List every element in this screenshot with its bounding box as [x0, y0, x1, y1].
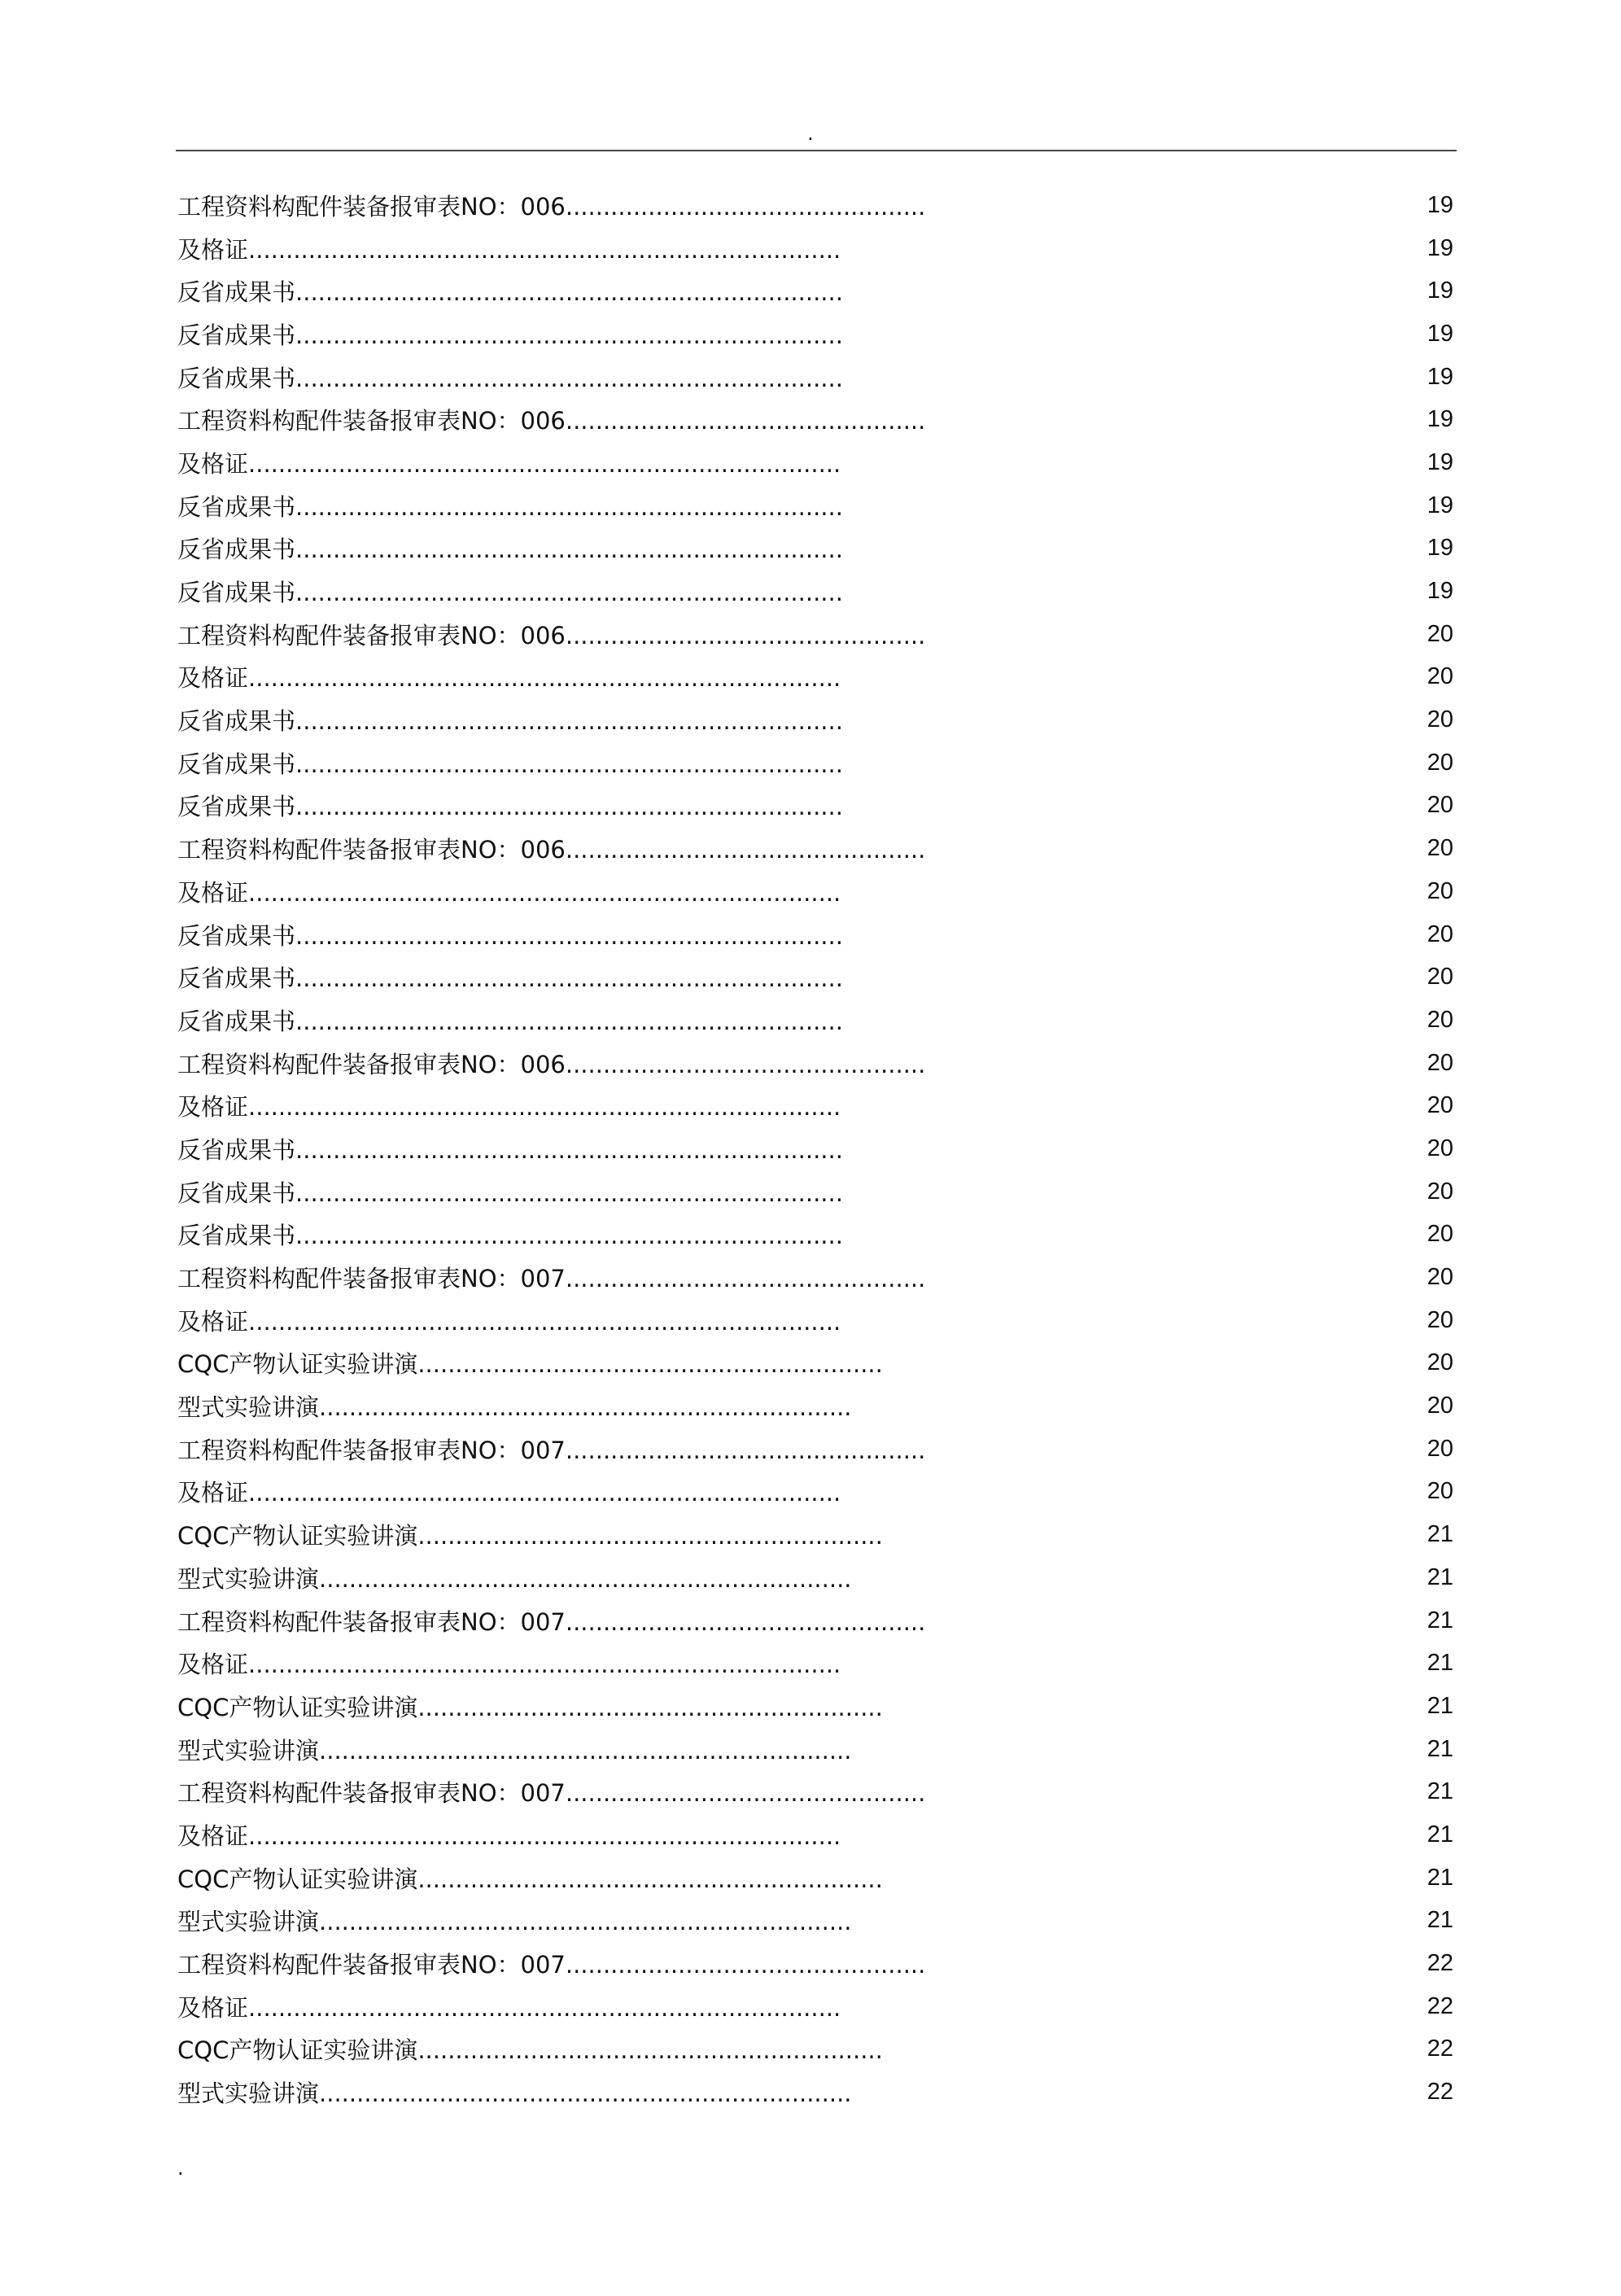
toc-entry[interactable]: [177, 269, 1457, 313]
toc-entry[interactable]: [177, 999, 1457, 1042]
toc-dot-leader: ................................................: [565, 1436, 926, 1464]
toc-entry-title: 反省成果书: [177, 536, 296, 564]
toc-dot-leader: ...............................................................................: [248, 664, 841, 693]
toc-page-number: 20: [1427, 1135, 1453, 1161]
toc-entry-label: [177, 703, 843, 737]
toc-entry[interactable]: [177, 913, 1457, 956]
toc-entry-label: [177, 1818, 841, 1852]
toc-dot-leader: ................................................: [565, 1779, 926, 1808]
toc-page-number: 22: [1427, 2079, 1453, 2106]
toc-entry-title: 反省成果书: [177, 278, 296, 307]
toc-entry-label: [177, 1218, 843, 1251]
toc-page-number: 19: [1427, 191, 1453, 218]
toc-dot-leader: ...............................................................................: [248, 449, 841, 478]
toc-entry-title: 型式实验讲演: [177, 1393, 320, 1422]
toc-page-number: 20: [1427, 921, 1453, 947]
toc-entry-label: [177, 446, 841, 479]
toc-entry[interactable]: [177, 956, 1457, 999]
toc-entry-label: [177, 1346, 883, 1380]
toc-page-number: 19: [1427, 492, 1453, 518]
toc-entry[interactable]: [177, 1728, 1457, 1771]
toc-entry-label: [177, 1733, 852, 1766]
toc-entry[interactable]: [177, 2028, 1457, 2071]
toc-entry[interactable]: [177, 1856, 1457, 1900]
toc-entry-title: 及格证: [177, 664, 249, 693]
toc-dot-leader: .........................................................................: [295, 1007, 843, 1035]
toc-dot-leader: .........................................................................: [295, 964, 843, 993]
toc-page-number: 20: [1427, 877, 1453, 904]
toc-entry-title: 及格证: [177, 1093, 249, 1122]
toc-dot-leader: ................................................: [565, 1607, 926, 1636]
toc-entry-title: CQC产物认证实验讲演: [177, 1350, 418, 1379]
toc-entry-title: 反省成果书: [177, 321, 296, 349]
toc-dot-leader: .........................................................................: [295, 278, 843, 307]
toc-entry-title: 工程资料构配件装备报审表NO：007: [177, 1607, 566, 1636]
toc-dot-leader: .......................................................................: [319, 1908, 852, 1936]
toc-entry-label: [177, 918, 843, 951]
toc-dot-leader: ...............................................................................: [248, 1821, 841, 1850]
toc-dot-leader: ................................................: [565, 192, 926, 221]
toc-entry[interactable]: [177, 1256, 1457, 1299]
toc-entry-title: 及格证: [177, 1307, 249, 1336]
toc-entry-title: 反省成果书: [177, 707, 296, 736]
toc-entry[interactable]: [177, 1170, 1457, 1214]
toc-page-number: 20: [1427, 749, 1453, 776]
toc-dot-leader: ................................................: [565, 836, 926, 864]
toc-page-number: 20: [1427, 706, 1453, 733]
toc-entry-label: [177, 1389, 852, 1423]
toc-entry[interactable]: [177, 441, 1457, 484]
toc-entry-label: [177, 1089, 841, 1122]
toc-page-number: 21: [1427, 1521, 1453, 1548]
toc-dot-leader: ................................................: [565, 621, 926, 649]
toc-entry-title: 工程资料构配件装备报审表NO：007: [177, 1779, 566, 1808]
toc-entry-title: 工程资料构配件装备报审表NO：007: [177, 1265, 566, 1293]
toc-entry-title: 工程资料构配件装备报审表NO：007: [177, 1951, 566, 1979]
toc-page-number: 19: [1427, 406, 1453, 433]
toc-entry-label: [177, 1690, 883, 1723]
toc-page-number: 21: [1427, 1692, 1453, 1719]
toc-page-number: 19: [1427, 535, 1453, 562]
toc-dot-leader: .........................................................................: [295, 1179, 843, 1207]
toc-page-number: 20: [1427, 792, 1453, 819]
toc-page-number: 21: [1427, 1563, 1453, 1590]
toc-dot-leader: .......................................................................: [319, 1564, 852, 1593]
toc-entry[interactable]: [177, 1685, 1457, 1728]
toc-entry[interactable]: [177, 1384, 1457, 1428]
toc-entry[interactable]: [177, 613, 1457, 656]
toc-page-number: 22: [1427, 1950, 1453, 1977]
toc-entry[interactable]: [177, 870, 1457, 913]
toc-page-number: 20: [1427, 1178, 1453, 1205]
toc-entry-label: [177, 274, 843, 308]
toc-entry[interactable]: [177, 1084, 1457, 1127]
toc-entry-label: [177, 960, 843, 994]
toc-entry-title: 反省成果书: [177, 793, 296, 821]
toc-page-number: 21: [1427, 1864, 1453, 1891]
toc-page-number: 20: [1427, 1264, 1453, 1291]
toc-entry-title: 工程资料构配件装备报审表NO：006: [177, 1050, 566, 1078]
toc-entry-label: [177, 317, 843, 351]
toc-entry-title: 反省成果书: [177, 1179, 296, 1207]
toc-page-number: 20: [1427, 1393, 1453, 1419]
toc-entry-label: [177, 1647, 841, 1680]
toc-page-number: 20: [1427, 663, 1453, 690]
toc-entry-label: [177, 1132, 843, 1165]
toc-page-number: 19: [1427, 320, 1453, 347]
toc-entry-label: [177, 1261, 925, 1294]
toc-page-number: 20: [1427, 1092, 1453, 1119]
toc-page-number: 20: [1427, 1349, 1453, 1376]
toc-entry[interactable]: [177, 785, 1457, 828]
toc-entry-label: [177, 2075, 852, 2109]
toc-entry-title: 工程资料构配件装备报审表NO：006: [177, 192, 566, 221]
toc-entry[interactable]: [177, 398, 1457, 441]
toc-dot-leader: ................................................: [565, 407, 926, 435]
header-rule: [176, 150, 1457, 151]
toc-dot-leader: ...............................................................................: [248, 1651, 841, 1679]
toc-entry[interactable]: [177, 1127, 1457, 1170]
toc-entry-title: CQC产物认证实验讲演: [177, 1693, 418, 1721]
toc-entry[interactable]: [177, 656, 1457, 699]
toc-entry-label: [177, 1904, 852, 1937]
toc-entry[interactable]: [177, 1942, 1457, 1985]
toc-entry-label: [177, 1432, 925, 1466]
toc-entry[interactable]: [177, 356, 1457, 399]
toc-entry-title: 工程资料构配件装备报审表NO：007: [177, 1436, 566, 1464]
toc-entry-title: CQC产物认证实验讲演: [177, 1522, 418, 1550]
toc-entry-title: 工程资料构配件装备报审表NO：006: [177, 407, 566, 435]
toc-entry[interactable]: [177, 484, 1457, 527]
toc-dot-leader: .........................................................................: [295, 536, 843, 564]
toc-entry-label: [177, 875, 841, 908]
toc-page-number: 21: [1427, 1821, 1453, 1848]
toc-entry-title: 反省成果书: [177, 1007, 296, 1035]
toc-entry-label: [177, 1175, 843, 1209]
toc-entry-title: CQC产物认证实验讲演: [177, 1865, 418, 1893]
toc-page-number: 20: [1427, 1221, 1453, 1248]
toc-page-number: 20: [1427, 1306, 1453, 1333]
toc-entry[interactable]: [177, 184, 1457, 227]
toc-entry-label: [177, 403, 925, 436]
toc-entry-title: 及格证: [177, 1479, 249, 1507]
toc-dot-leader: .......................................................................: [319, 1736, 852, 1765]
toc-entry-label: [177, 531, 843, 565]
toc-entry-label: [177, 489, 843, 523]
toc-entry-label: [177, 789, 843, 822]
toc-entry-label: [177, 1304, 841, 1337]
toc-entry-title: 及格证: [177, 1993, 249, 2022]
toc-entry[interactable]: [177, 2071, 1457, 2114]
toc-page-number: 19: [1427, 363, 1453, 390]
toc-entry[interactable]: [177, 1042, 1457, 1085]
toc-entry[interactable]: [177, 1770, 1457, 1813]
header-mark: .: [807, 122, 814, 145]
toc-entry-title: CQC产物认证实验讲演: [177, 2036, 418, 2065]
toc-entry-title: 反省成果书: [177, 1135, 296, 1164]
toc-page-number: 21: [1427, 1778, 1453, 1805]
toc-page-number: 20: [1427, 1049, 1453, 1076]
toc-entry-label: [177, 1604, 925, 1638]
toc-entry[interactable]: [177, 1471, 1457, 1514]
toc-dot-leader: ..............................................................: [417, 2036, 883, 2065]
toc-entry-title: 反省成果书: [177, 964, 296, 993]
toc-dot-leader: ...............................................................................: [248, 1479, 841, 1507]
toc-dot-leader: ...............................................................................: [248, 1307, 841, 1336]
toc-entry-label: [177, 1861, 883, 1895]
toc-dot-leader: .........................................................................: [295, 579, 843, 607]
toc-entry-title: 工程资料构配件装备报审表NO：006: [177, 621, 566, 649]
toc-entry[interactable]: [177, 1985, 1457, 2028]
toc-entry[interactable]: [177, 1813, 1457, 1856]
toc-entry-title: 型式实验讲演: [177, 1564, 320, 1593]
toc-entry-label: [177, 1475, 841, 1508]
toc-entry-title: 反省成果书: [177, 579, 296, 607]
toc-dot-leader: ...............................................................................: [248, 235, 841, 264]
toc-entry-label: [177, 1561, 852, 1594]
toc-entry[interactable]: [177, 1428, 1457, 1471]
toc-dot-leader: ................................................: [565, 1265, 926, 1293]
toc-entry-title: 工程资料构配件装备报审表NO：006: [177, 836, 566, 864]
toc-page-number: 22: [1427, 1992, 1453, 2019]
toc-entry-title: 反省成果书: [177, 1222, 296, 1250]
toc-entry-title: 反省成果书: [177, 492, 296, 521]
table-of-contents: [177, 184, 1457, 2114]
toc-page-number: 21: [1427, 1650, 1453, 1677]
toc-entry[interactable]: [177, 741, 1457, 785]
toc-dot-leader: .........................................................................: [295, 492, 843, 521]
toc-entry-label: [177, 2032, 883, 2066]
toc-entry-label: [177, 1047, 925, 1080]
toc-dot-leader: .......................................................................: [319, 2080, 852, 2108]
toc-page-number: 20: [1427, 1006, 1453, 1033]
toc-entry[interactable]: [177, 827, 1457, 870]
toc-dot-leader: ................................................: [565, 1951, 926, 1979]
toc-entry[interactable]: [177, 1513, 1457, 1556]
toc-entry-label: [177, 660, 841, 693]
toc-entry[interactable]: [177, 1342, 1457, 1385]
toc-entry[interactable]: [177, 227, 1457, 270]
toc-dot-leader: ...............................................................................: [248, 878, 841, 907]
toc-entry-title: 型式实验讲演: [177, 1736, 320, 1765]
toc-entry-title: 及格证: [177, 1651, 249, 1679]
toc-entry[interactable]: [177, 570, 1457, 613]
toc-page-number: 19: [1427, 234, 1453, 261]
toc-dot-leader: .........................................................................: [295, 364, 843, 392]
toc-entry-title: 及格证: [177, 235, 249, 264]
toc-dot-leader: .........................................................................: [295, 750, 843, 778]
toc-page-number: 19: [1427, 448, 1453, 475]
toc-entry-label: [177, 832, 925, 865]
toc-page-number: 20: [1427, 964, 1453, 991]
toc-entry-title: 及格证: [177, 878, 249, 907]
toc-entry[interactable]: [177, 313, 1457, 356]
toc-dot-leader: .........................................................................: [295, 793, 843, 821]
toc-entry[interactable]: [177, 527, 1457, 571]
toc-entry-label: [177, 232, 841, 265]
toc-entry-label: [177, 746, 843, 780]
toc-page-number: 21: [1427, 1907, 1453, 1934]
toc-page-number: 20: [1427, 835, 1453, 862]
toc-entry-title: 反省成果书: [177, 750, 296, 778]
toc-page-number: 21: [1427, 1607, 1453, 1633]
toc-entry-label: [177, 1004, 843, 1037]
footer-mark: .: [177, 2157, 184, 2180]
toc-page-number: 20: [1427, 1435, 1453, 1462]
toc-dot-leader: .........................................................................: [295, 321, 843, 349]
toc-dot-leader: .......................................................................: [319, 1393, 852, 1422]
toc-entry[interactable]: [177, 1900, 1457, 1943]
toc-entry[interactable]: [177, 1214, 1457, 1257]
toc-entry-title: 及格证: [177, 1821, 249, 1850]
toc-dot-leader: ...............................................................................: [248, 1993, 841, 2022]
toc-page-number: 22: [1427, 2036, 1453, 2062]
toc-entry-label: [177, 189, 925, 222]
toc-dot-leader: .........................................................................: [295, 1135, 843, 1164]
toc-page-number: 19: [1427, 278, 1453, 304]
toc-entry[interactable]: [177, 1299, 1457, 1342]
toc-entry[interactable]: [177, 1642, 1457, 1685]
toc-entry-title: 反省成果书: [177, 364, 296, 392]
toc-dot-leader: .........................................................................: [295, 1222, 843, 1250]
toc-entry[interactable]: [177, 698, 1457, 741]
toc-dot-leader: ..............................................................: [417, 1865, 883, 1893]
toc-entry-label: [177, 575, 843, 608]
toc-page-number: 20: [1427, 620, 1453, 647]
toc-entry-label: [177, 618, 925, 651]
toc-page-number: 21: [1427, 1735, 1453, 1762]
toc-entry-label: [177, 1947, 925, 1980]
toc-entry-title: 型式实验讲演: [177, 1908, 320, 1936]
toc-entry-label: [177, 1518, 883, 1551]
toc-entry-title: 型式实验讲演: [177, 2080, 320, 2108]
toc-dot-leader: ..............................................................: [417, 1522, 883, 1550]
toc-dot-leader: ................................................: [565, 1050, 926, 1078]
toc-entry-title: 反省成果书: [177, 921, 296, 950]
toc-page-number: 20: [1427, 1478, 1453, 1505]
toc-dot-leader: .........................................................................: [295, 921, 843, 950]
toc-entry-title: 及格证: [177, 449, 249, 478]
toc-entry-label: [177, 1990, 841, 2023]
toc-page-number: 19: [1427, 578, 1453, 605]
toc-entry[interactable]: [177, 1599, 1457, 1642]
toc-entry-label: [177, 361, 843, 394]
toc-dot-leader: .........................................................................: [295, 707, 843, 736]
toc-entry-label: [177, 1775, 925, 1808]
toc-dot-leader: ...............................................................................: [248, 1093, 841, 1122]
toc-dot-leader: ..............................................................: [417, 1350, 883, 1379]
toc-dot-leader: ..............................................................: [417, 1693, 883, 1721]
toc-entry[interactable]: [177, 1556, 1457, 1599]
